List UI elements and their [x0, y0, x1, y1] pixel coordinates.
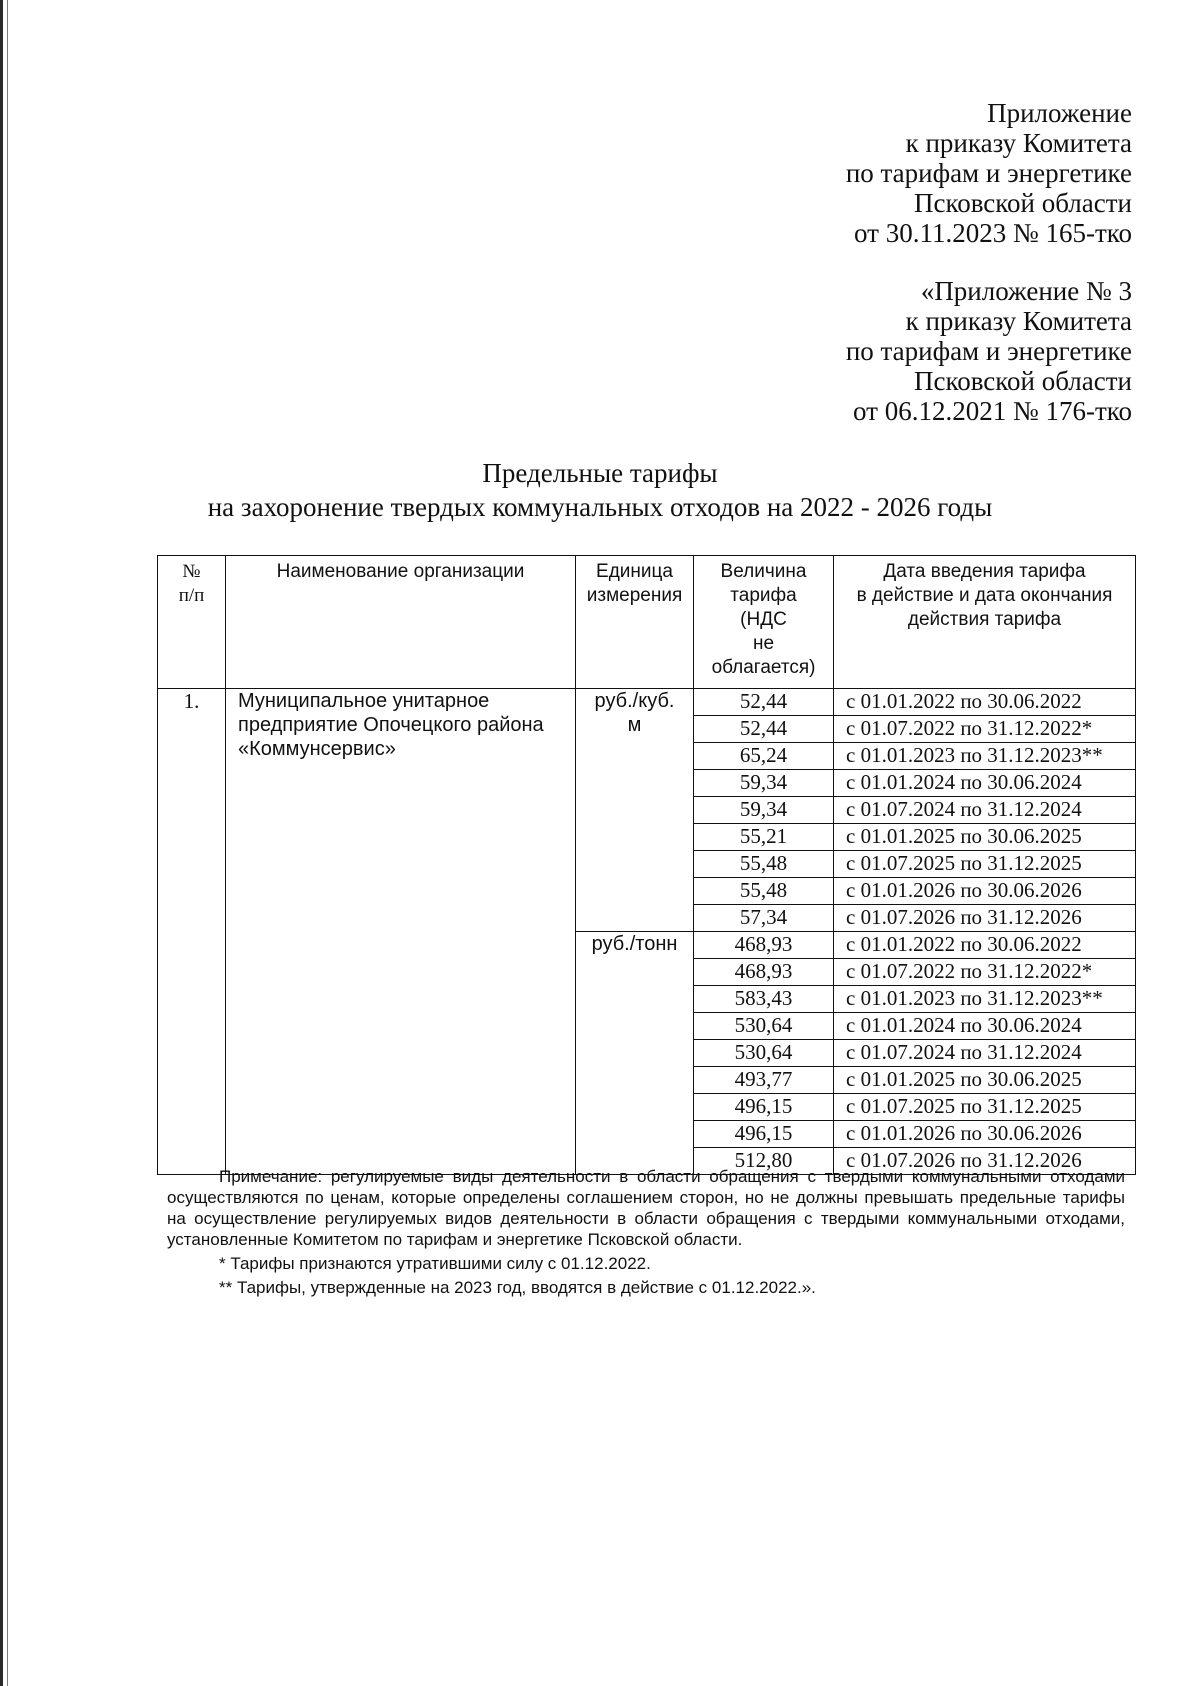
tariff-period: с 01.07.2026 по 31.12.2026 — [834, 1148, 1136, 1175]
header-unit-line: Единица — [596, 561, 673, 582]
title-line-2: на захоронение твердых коммунальных отходов на 2022 - 2026 годы — [207, 492, 993, 522]
tariff-value: 57,34 — [694, 905, 834, 932]
tariff-value: 65,24 — [694, 743, 834, 770]
header-value-line: Величина — [720, 561, 807, 582]
header-period-line: действия тарифа — [907, 609, 1062, 630]
header-unit — [576, 556, 694, 689]
unit-line: руб./тонн — [591, 933, 678, 955]
notes-block — [167, 1166, 1125, 1298]
tariff-period: с 01.01.2022 по 30.06.2022 — [834, 932, 1136, 959]
header-org — [226, 556, 576, 689]
appendix-line: по тарифам и энергетике — [845, 158, 1132, 188]
tariff-period: с 01.07.2024 по 31.12.2024 — [834, 797, 1136, 824]
tariff-period: с 01.01.2022 по 30.06.2022 — [834, 689, 1136, 716]
tariff-period: с 01.01.2026 по 30.06.2026 — [834, 1121, 1136, 1148]
appendix-line: от 30.11.2023 № 165-тко — [854, 218, 1132, 248]
tariff-value: 52,44 — [694, 689, 834, 716]
tariff-value: 55,48 — [694, 851, 834, 878]
table-header-row — [158, 556, 1136, 689]
tariff-value: 583,43 — [694, 986, 834, 1013]
appendix3-line: к приказу Комитета — [905, 306, 1132, 336]
header-period — [834, 556, 1136, 689]
tariff-period: с 01.01.2023 по 31.12.2023** — [834, 986, 1136, 1013]
appendix3-line: «Приложение № 3 — [920, 276, 1132, 306]
header-value — [694, 556, 834, 689]
header-period-line: Дата введения тарифа — [883, 561, 1086, 582]
header-num-line: № — [182, 561, 201, 582]
tariff-period: с 01.07.2025 по 31.12.2025 — [834, 1094, 1136, 1121]
title-line-1: Предельные тарифы — [482, 458, 718, 488]
appendix-header — [846, 98, 1132, 248]
organization-line: «Коммунсервис» — [238, 738, 396, 760]
appendix3-line: Псковской области — [913, 366, 1132, 396]
tariff-period: с 01.07.2024 по 31.12.2024 — [834, 1040, 1136, 1067]
tariff-value: 512,80 — [694, 1148, 834, 1175]
footnote-2: ** Тарифы, утвержденные на 2023 год, вводятся в действие с 01.12.2022.». — [219, 1278, 816, 1297]
unit-of-measure — [576, 932, 694, 1175]
row-number: 1. — [158, 689, 226, 1175]
tariff-value: 496,15 — [694, 1094, 834, 1121]
header-num-line: п/п — [178, 585, 205, 606]
tariff-period: с 01.07.2022 по 31.12.2022* — [834, 716, 1136, 743]
organization-line: Муниципальное унитарное — [238, 690, 490, 712]
scan-edge-dark — [0, 0, 3, 1686]
footnote-1: * Тарифы признаются утратившими силу с 01.12.2022. — [219, 1254, 651, 1273]
tariff-period: с 01.07.2025 по 31.12.2025 — [834, 851, 1136, 878]
tariff-value: 55,21 — [694, 824, 834, 851]
tariff-value: 493,77 — [694, 1067, 834, 1094]
tariff-value: 55,48 — [694, 878, 834, 905]
appendix-line: к приказу Комитета — [905, 128, 1132, 158]
header-num — [158, 556, 226, 689]
unit-line: руб./куб. — [594, 690, 675, 712]
header-value-line: облагается) — [711, 657, 816, 678]
table-row — [158, 689, 1136, 716]
tariff-value: 496,15 — [694, 1121, 834, 1148]
tariff-value: 52,44 — [694, 716, 834, 743]
tariff-period: с 01.01.2026 по 30.06.2026 — [834, 878, 1136, 905]
header-value-line: (НДС — [740, 609, 787, 630]
appendix-line: Псковской области — [913, 188, 1132, 218]
tariff-period: с 01.01.2025 по 30.06.2025 — [834, 824, 1136, 851]
tariff-value: 468,93 — [694, 959, 834, 986]
table-body — [158, 689, 1136, 1175]
tariff-period: с 01.01.2024 по 30.06.2024 — [834, 1013, 1136, 1040]
tariff-value: 468,93 — [694, 932, 834, 959]
tariff-period: с 01.07.2026 по 31.12.2026 — [834, 905, 1136, 932]
appendix3-header — [846, 276, 1132, 426]
organization-name — [226, 689, 576, 1175]
header-value-line: не — [752, 633, 775, 654]
tariff-period: с 01.01.2025 по 30.06.2025 — [834, 1067, 1136, 1094]
tariff-period: с 01.01.2023 по 31.12.2023** — [834, 743, 1136, 770]
tariff-value: 59,34 — [694, 797, 834, 824]
header-value-line: тарифа — [730, 585, 797, 606]
note-main: Примечание: регулируемые виды деятельности в области обращения с твердыми коммунальными отходами осуществляются по ценам, которые определены соглашением сторон, но не должны превышать предельные тарифы на осуществление регулируемых видов деятельности в области обращения с твердыми коммунальными отходами, установленные Комитетом по тарифам и энергетике Псковской области. — [167, 1167, 1125, 1249]
tariff-table — [157, 555, 1136, 1175]
tariff-value: 530,64 — [694, 1040, 834, 1067]
unit-of-measure — [576, 689, 694, 932]
appendix-line: Приложение — [987, 98, 1132, 128]
tariff-period: с 01.07.2022 по 31.12.2022* — [834, 959, 1136, 986]
header-period-line: в действие и дата окончания — [856, 585, 1113, 606]
scan-edge-light — [7, 0, 8, 1686]
header-unit-line: измерения — [586, 585, 683, 606]
unit-line: м — [627, 714, 642, 736]
tariff-value: 59,34 — [694, 770, 834, 797]
appendix3-line: от 06.12.2021 № 176-тко — [853, 396, 1132, 426]
organization-line: предприятие Опочецкого района — [238, 714, 544, 736]
header-org-text: Наименование организации — [276, 561, 525, 582]
appendix3-line: по тарифам и энергетике — [845, 336, 1132, 366]
tariff-value: 530,64 — [694, 1013, 834, 1040]
tariff-period: с 01.01.2024 по 30.06.2024 — [834, 770, 1136, 797]
document-title — [0, 456, 1200, 524]
